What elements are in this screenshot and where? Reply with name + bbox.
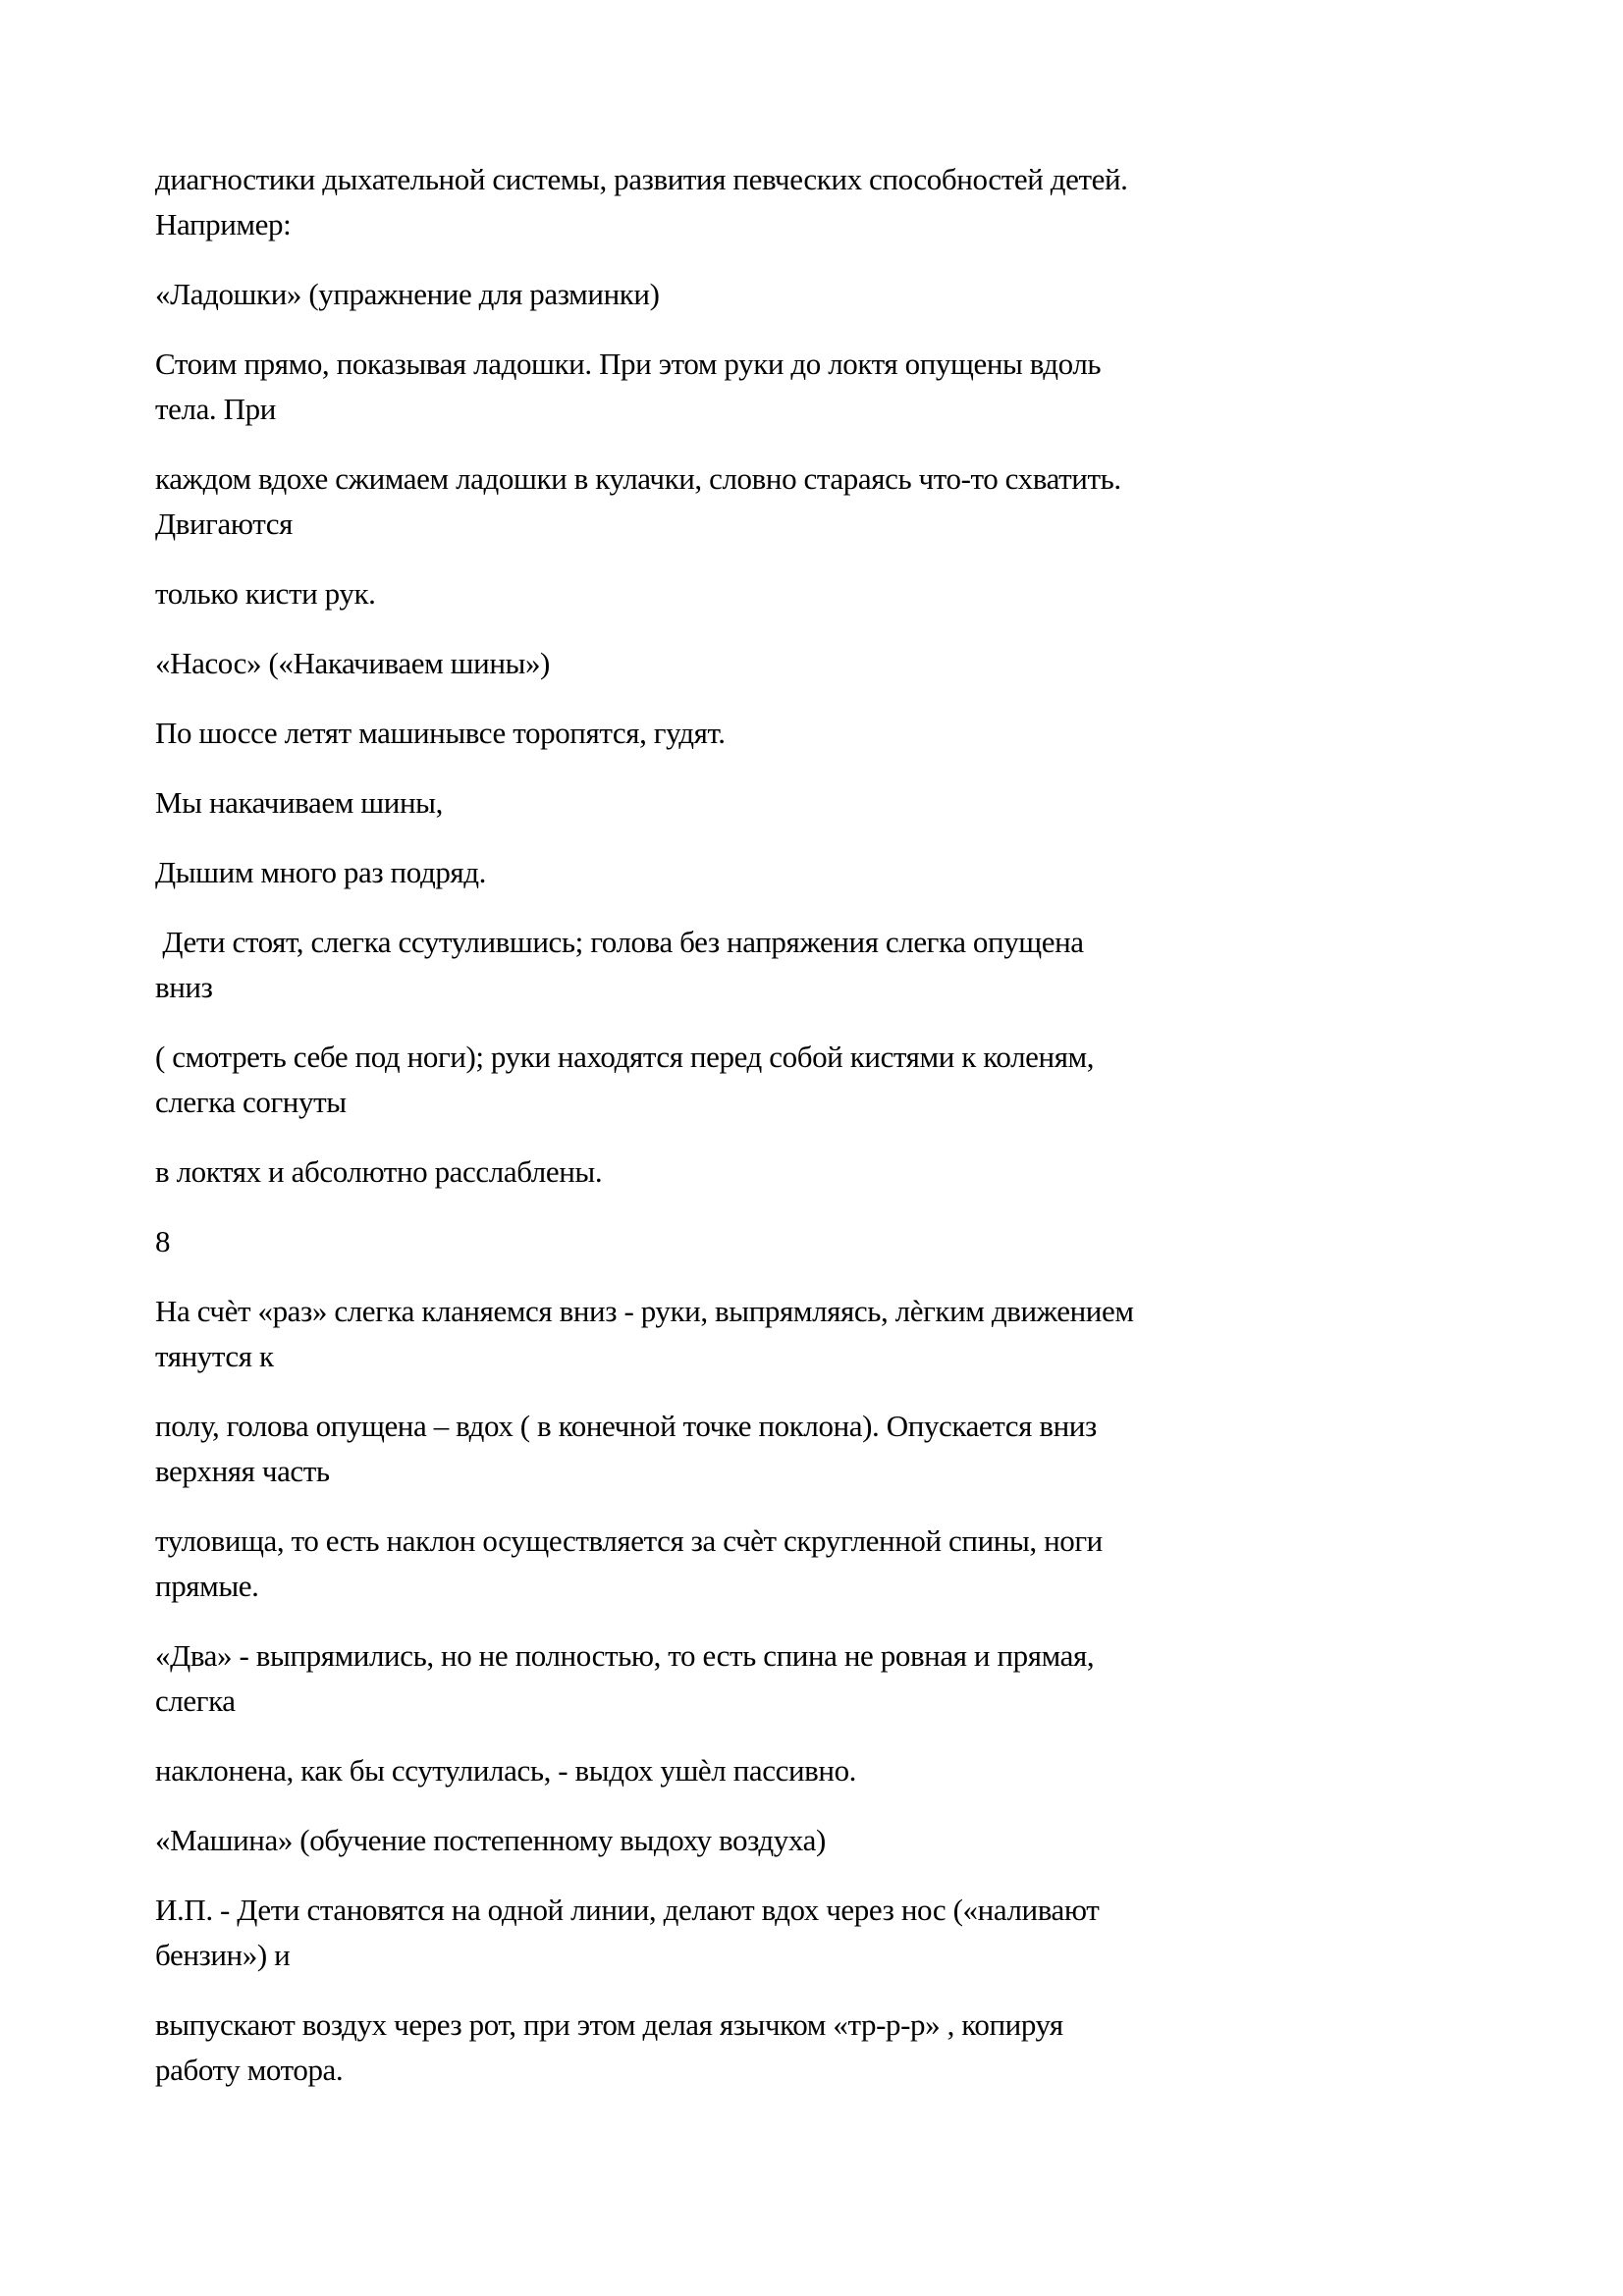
paragraph [155,272,1486,317]
text-line: слегка [155,1683,236,1718]
text-line: вниз [155,970,213,1004]
paragraph [155,571,1486,616]
text-line: тянутся к [155,1339,274,1373]
text-line: каждом вдохе сжимаем ладошки в кулачки, словно стараясь что-то схватить. [155,461,1121,496]
text-line: И.П. - Дети становятся на одной линии, делают вдох через нос («наливают [155,1893,1100,1927]
text-line: туловища, то есть наклон осуществляется за счѐт скругленной спины, ноги [155,1523,1103,1558]
paragraph [155,1818,1486,1863]
paragraph [155,711,1486,756]
paragraph [155,456,1486,547]
paragraph [155,920,1486,1010]
text-line: выпускают воздух через рот, при этом делая язычком «тр-р-р» , копируя [155,2007,1063,2042]
paragraph [155,1149,1486,1195]
text-line: По шоссе летят машинывсе торопятся, гудят. [155,716,726,750]
text-line: Дышим много раз подряд. [155,855,487,889]
paragraph [155,342,1486,432]
paragraph [155,1035,1486,1125]
paragraph [155,1748,1486,1793]
text-line: Двигаются [155,507,293,541]
text-line: На счѐт «раз» слегка кланяемся вниз - руки, выпрямляясь, лѐгким движением [155,1294,1134,1328]
paragraph [155,157,1486,247]
text-line: полу, голова опущена – вдох ( в конечной точке поклона). Опускается вниз [155,1409,1097,1443]
text-line: наклонена, как бы ссутулилась, - выдох ушѐл пассивно. [155,1753,857,1788]
text-line: Дети стоят, слегка ссутулившись; голова без напряжения слегка опущена [155,925,1084,959]
paragraph [155,850,1486,895]
text-line: «Насос» («Накачиваем шины») [155,646,550,680]
text-line: «Машина» (обучение постепенному выдоху воздуха) [155,1823,826,1857]
paragraph [155,2002,1486,2093]
text-line: Мы накачиваем шины, [155,785,443,820]
text-line: «Ладошки» (упражнение для разминки) [155,277,660,311]
paragraph [155,1219,1486,1264]
text-line: 8 [155,1224,171,1258]
text-line: верхняя часть [155,1454,330,1488]
paragraph [155,1289,1486,1379]
paragraph [155,1519,1486,1609]
paragraph [155,1404,1486,1494]
paragraph [155,780,1486,826]
text-line: прямые. [155,1569,259,1603]
text-line: только кисти рук. [155,576,376,611]
text-line: Стоим прямо, показывая ладошки. При этом руки до локтя опущены вдоль [155,347,1102,381]
text-line: диагностики дыхательной системы, развития певческих способностей детей. [155,162,1128,196]
text-line: ( смотреть себе под ноги); руки находятся перед собой кистями к коленям, [155,1040,1095,1074]
text-line: Например: [155,207,292,241]
text-line: «Два» - выпрямились, но не полностью, то есть спина не ровная и прямая, [155,1638,1095,1673]
text-line: бензин») и [155,1938,291,1972]
paragraph [155,1888,1486,1978]
text-line: тела. При [155,392,276,426]
text-line: слегка согнуты [155,1085,347,1119]
text-line: работу мотора. [155,2053,344,2087]
text-line: в локтях и абсолютно расслаблены. [155,1154,603,1189]
paragraph [155,641,1486,686]
paragraph [155,1633,1486,1724]
